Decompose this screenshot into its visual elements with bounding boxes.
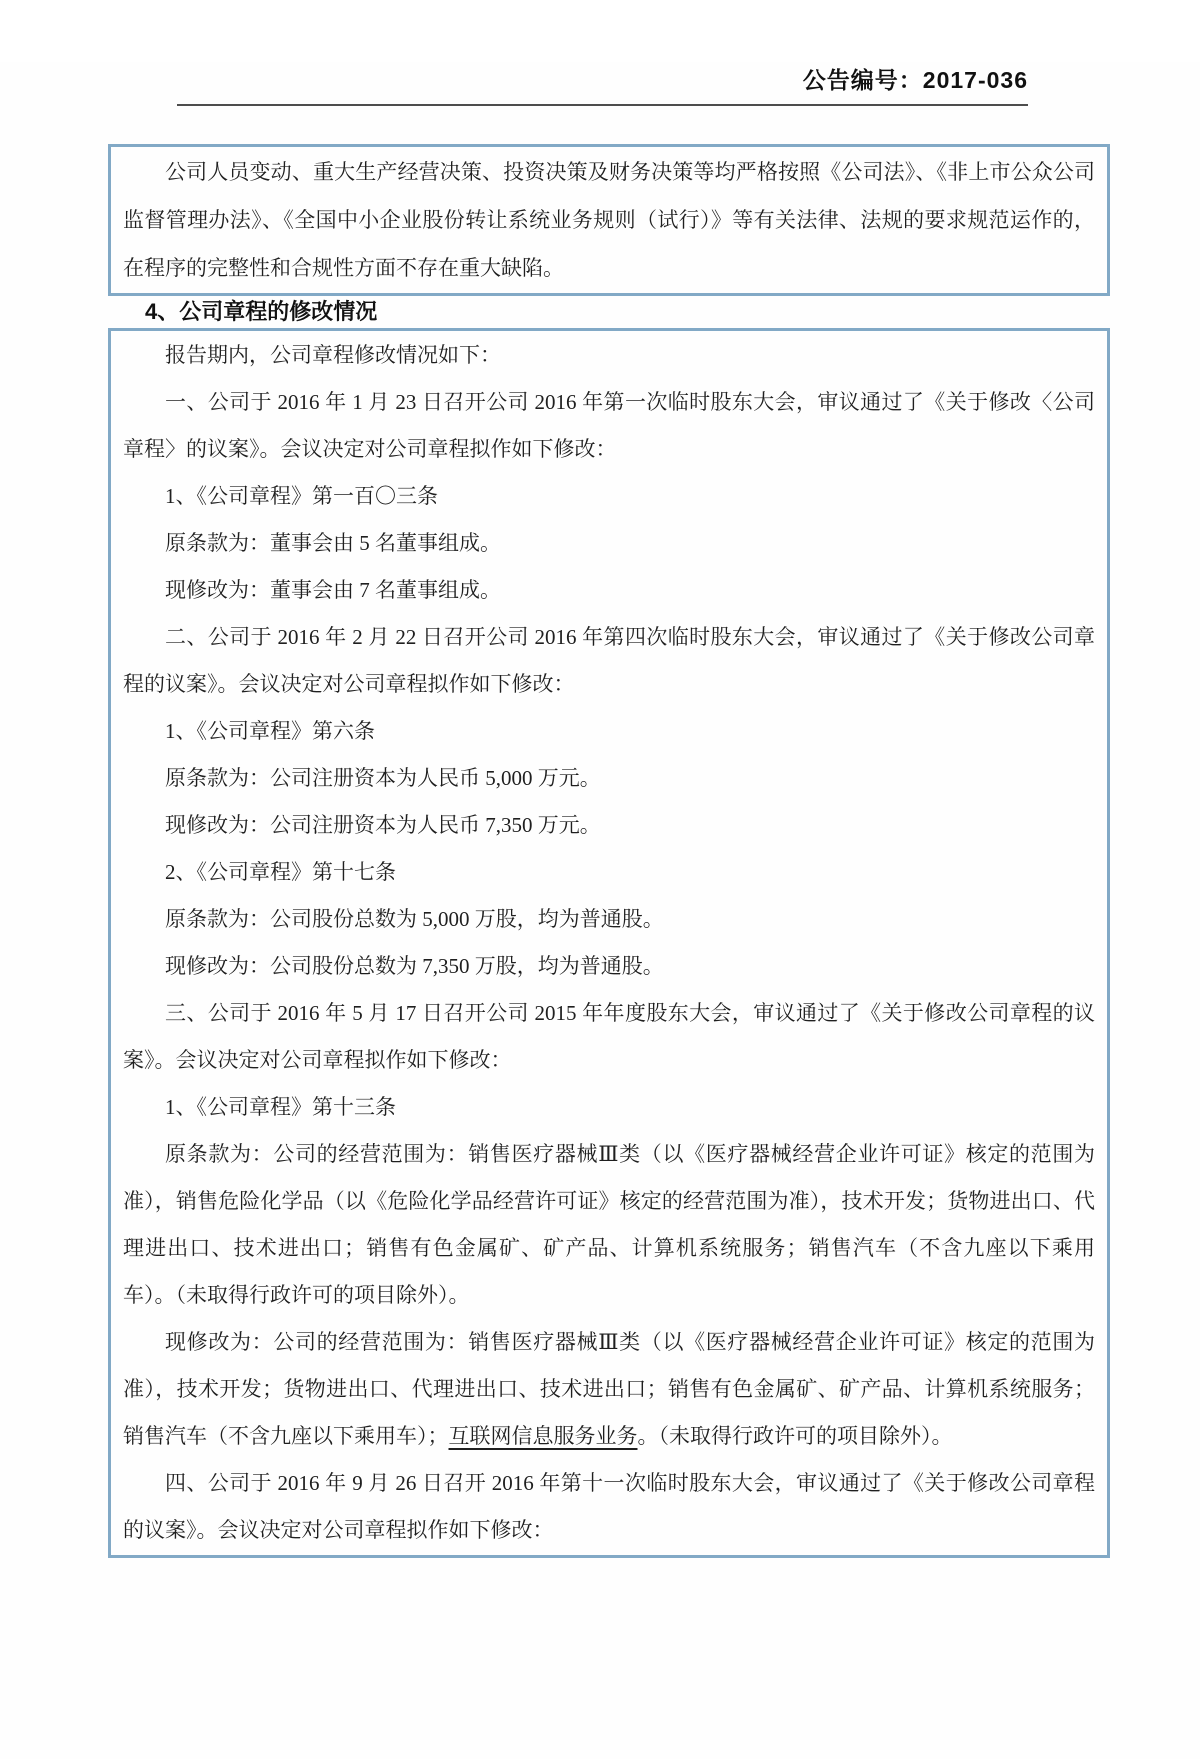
doc-paragraph: 二、公司于 2016 年 2 月 22 日召开公司 2016 年第四次临时股东大会，审议通过了《关于修改公司章程的议案》。会议决定对公司章程拟作如下修改： bbox=[123, 625, 1095, 696]
doc-paragraph: 1、《公司章程》第一百〇三条 bbox=[165, 484, 438, 508]
doc-paragraph: 1、《公司章程》第六条 bbox=[165, 719, 375, 743]
doc-paragraph: 三、公司于 2016 年 5 月 17 日召开公司 2015 年年度股东大会，审议通过了《关于修改公司章程的议案》。会议决定对公司章程拟作如下修改： bbox=[123, 1001, 1095, 1072]
doc-paragraph: 原条款为：董事会由 5 名董事组成。 bbox=[165, 531, 501, 555]
internal-control-box bbox=[108, 144, 1110, 296]
intro-paragraph: 公司人员变动、重大生产经营决策、投资决策及财务决策等均严格按照《公司法》、《非上市公众公司监督管理办法》、《全国中小企业股份转让系统业务规则（试行）》等有关法律、法规的要求规范运作的，在程序的完整性和合规性方面不存在重大缺陷。 bbox=[123, 160, 1095, 280]
doc-paragraph-amended-scope bbox=[123, 1319, 1095, 1460]
doc-paragraph: 原条款为：公司注册资本为人民币 5,000 万元。 bbox=[165, 766, 601, 790]
doc-paragraph: 现修改为：董事会由 7 名董事组成。 bbox=[165, 578, 501, 602]
announcement-number: 公告编号：2017-036 bbox=[177, 62, 1028, 106]
doc-paragraph: 报告期内，公司章程修改情况如下： bbox=[165, 343, 501, 367]
doc-paragraph: 一、公司于 2016 年 1 月 23 日召开公司 2016 年第一次临时股东大会，审议通过了《关于修改〈公司章程〉的议案》。会议决定对公司章程拟作如下修改： bbox=[123, 390, 1095, 461]
doc-paragraph: 原条款为：公司股份总数为 5,000 万股，均为普通股。 bbox=[165, 907, 664, 931]
doc-paragraph: 1、《公司章程》第十三条 bbox=[165, 1095, 396, 1119]
doc-paragraph: 现修改为：公司股份总数为 7,350 万股，均为普通股。 bbox=[165, 954, 664, 978]
document-page bbox=[0, 62, 1200, 1759]
section-heading: 4、公司章程的修改情况 bbox=[145, 299, 378, 324]
doc-paragraph: 现修改为：公司注册资本为人民币 7,350 万元。 bbox=[165, 813, 601, 837]
charter-amendments-box bbox=[108, 328, 1110, 1558]
doc-paragraph: 四、公司于 2016 年 9 月 26 日召开 2016 年第十一次临时股东大会，审议通过了《关于修改公司章程的议案》。会议决定对公司章程拟作如下修改： bbox=[123, 1471, 1095, 1542]
scope-text-after: 。（未取得行政许可的项目除外）。 bbox=[637, 1424, 953, 1448]
doc-paragraph: 2、《公司章程》第十七条 bbox=[165, 860, 396, 884]
scope-text-before: 现修改为：公司的经营范围为：销售医疗器械Ⅲ类（以《医疗器械经营企业许可证》核定的范围为准），技术开发；货物进出口、代理进出口、技术进出口；销售有色金属矿、矿产品、计算机系统服务；销售汽车（不含九座以下乘用车）； bbox=[123, 1330, 1095, 1448]
underlined-new-business: 互联网信息服务业务 bbox=[448, 1424, 638, 1448]
doc-paragraph: 原条款为：公司的经营范围为：销售医疗器械Ⅲ类（以《医疗器械经营企业许可证》核定的范围为准），销售危险化学品（以《危险化学品经营许可证》核定的经营范围为准），技术开发；货物进出口、代理进出口、技术进出口；销售有色金属矿、矿产品、计算机系统服务；销售汽车（不含九座以下乘用车）。（未取得行政许可的项目除外）。 bbox=[123, 1142, 1095, 1307]
